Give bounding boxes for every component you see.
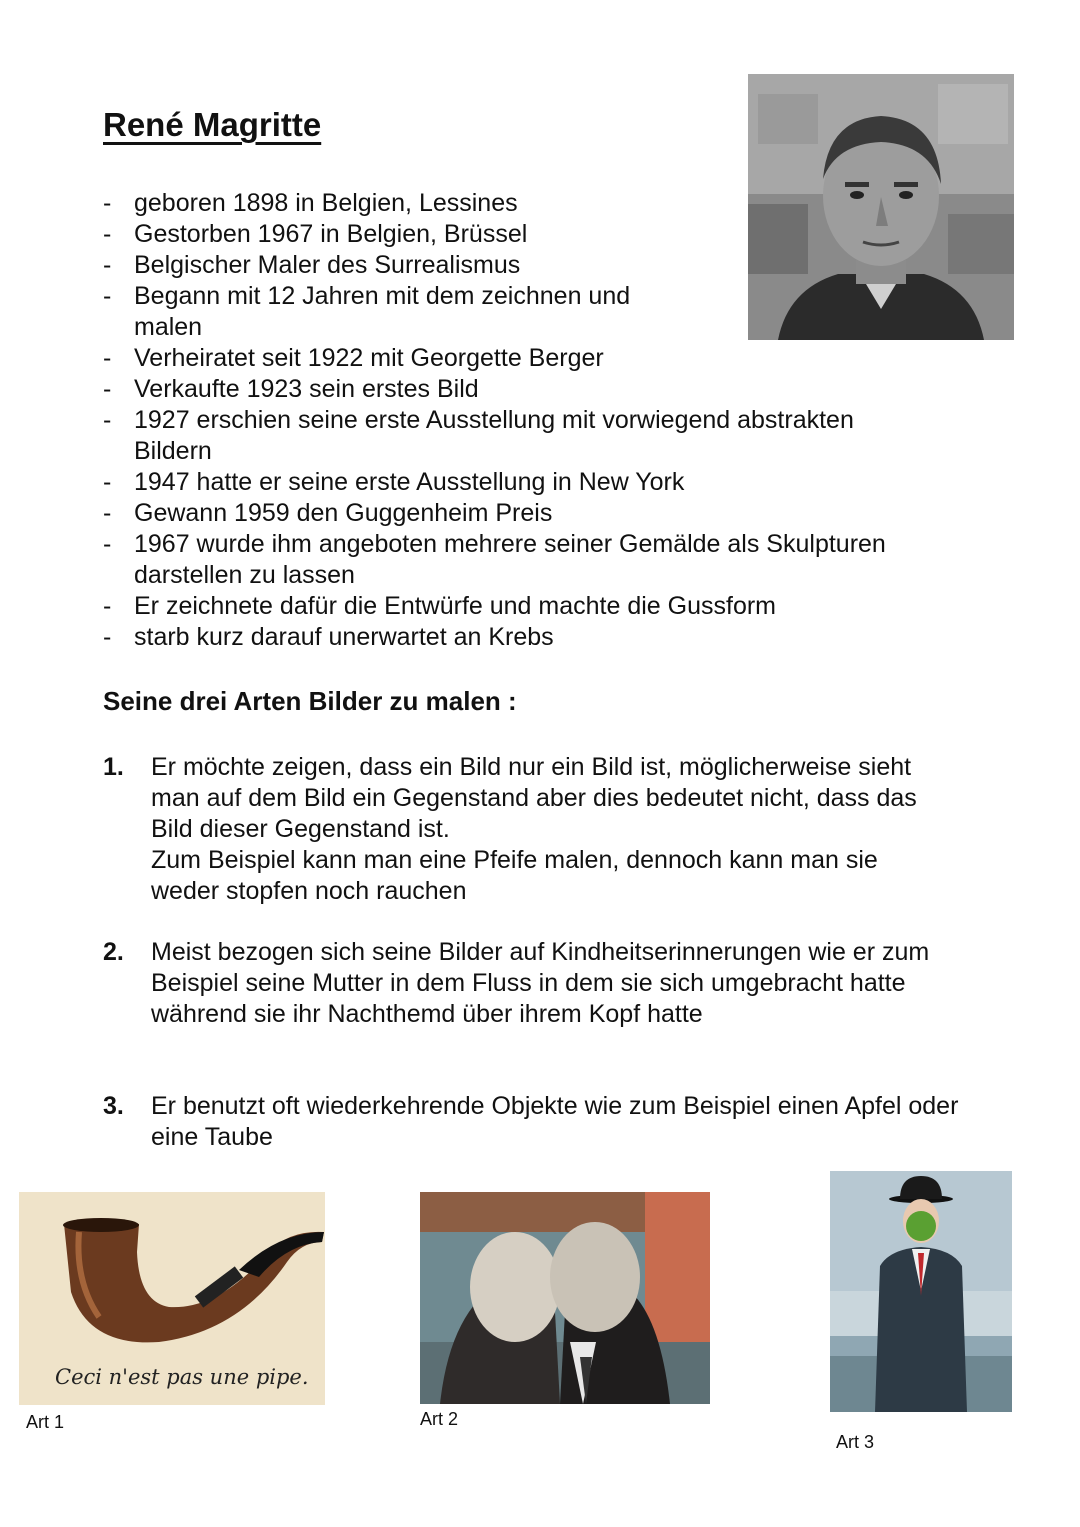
painting-pipe xyxy=(19,1192,325,1405)
caption-art-1: Art 1 xyxy=(26,1412,65,1432)
bio-item: - 1967 wurde ihm angeboten mehrere seiner Gemälde als Skulpturen darstellen zu lassen xyxy=(103,529,964,591)
item-text: Zum Beispiel kann man eine Pfeife malen, dennoch kann man sie weder stopfen noch rauchen xyxy=(151,846,878,905)
bio-item: - Verkaufte 1923 sein erstes Bild xyxy=(103,374,983,405)
bio-item: - Gewann 1959 den Guggenheim Preis xyxy=(103,498,983,529)
caption-art-3: Art 3 xyxy=(836,1432,875,1452)
arten-item-3 xyxy=(103,1091,983,1153)
item-text: Er möchte zeigen, dass ein Bild nur ein Bild ist, möglicherweise sieht man auf dem Bild ein Gegenstand aber dies bedeutet nicht, dass das Bild dieser Gegenstand ist. xyxy=(151,753,917,843)
painting-lovers xyxy=(420,1192,710,1404)
arten-item-2 xyxy=(103,937,983,1030)
bio-item: - Begann mit 12 Jahren mit dem zeichnen und malen xyxy=(103,281,679,343)
bio-item: - Er zeichnete dafür die Entwürfe und machte die Gussform xyxy=(103,591,983,622)
bio-item: - 1947 hatte er seine erste Ausstellung in New York xyxy=(103,467,983,498)
bio-list xyxy=(103,188,983,653)
bio-item: - 1927 erschien seine erste Ausstellung mit vorwiegend abstrakten Bildern xyxy=(103,405,934,467)
item-number: 1. xyxy=(103,753,124,781)
arten-item-1 xyxy=(103,752,983,907)
bio-item: - geboren 1898 in Belgien, Lessines xyxy=(103,188,983,219)
bio-item: - starb kurz darauf unerwartet an Krebs xyxy=(103,622,983,653)
arten-heading: Seine drei Arten Bilder zu malen : xyxy=(103,686,517,716)
caption-art-2: Art 2 xyxy=(420,1409,459,1429)
bio-item: - Gestorben 1967 in Belgien, Brüssel xyxy=(103,219,983,250)
bio-item: - Verheiratet seit 1922 mit Georgette Berger xyxy=(103,343,983,374)
painting-son-of-man xyxy=(830,1171,1012,1412)
item-number: 2. xyxy=(103,938,124,966)
bio-item: - Belgischer Maler des Surrealismus xyxy=(103,250,983,281)
item-text: Meist bezogen sich seine Bilder auf Kindheitserinnerungen wie er zum Beispiel seine Mutter in dem Fluss in dem sie sich umgebracht hatte während sie ihr Nachthemd über ihrem Kopf hatte xyxy=(151,938,930,1028)
item-text: Er benutzt oft wiederkehrende Objekte wie zum Beispiel einen Apfel oder eine Taube xyxy=(151,1092,959,1151)
page-title: René Magritte xyxy=(103,106,322,143)
painting-inscription: Ceci n'est pas une pipe. xyxy=(55,1365,309,1389)
item-number: 3. xyxy=(103,1092,124,1120)
